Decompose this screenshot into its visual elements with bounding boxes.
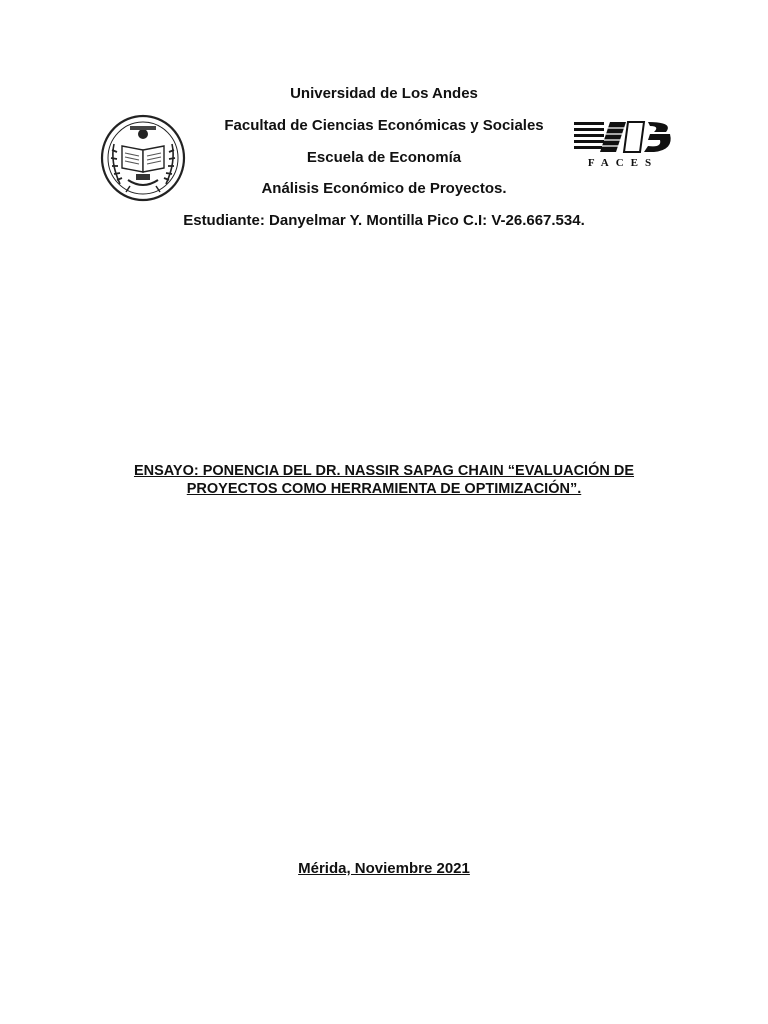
- essay-title: [100, 462, 668, 498]
- essay-title-text: ENSAYO: PONENCIA DEL DR. NASSIR SAPAG CHAIN “EVALUACIÓN DE PROYECTOS COMO HERRAMIENTA DE OPTIMIZACIÓN”.: [133, 463, 635, 497]
- place-date: [0, 860, 768, 878]
- university-seal-icon: [100, 114, 186, 202]
- student-info: Estudiante: Danyelmar Y. Montilla Pico C.I: V-26.667.534.: [183, 212, 585, 229]
- faces-logo-icon: [570, 118, 676, 170]
- faces-logo-text: FACES: [587, 157, 659, 169]
- faculty-name: Facultad de Ciencias Económicas y Sociales: [224, 117, 544, 134]
- university-name: Universidad de Los Andes: [290, 85, 478, 102]
- course-name: Análisis Económico de Proyectos.: [261, 180, 507, 197]
- place-date-text: Mérida, Noviembre 2021: [298, 860, 470, 877]
- school-name: Escuela de Economía: [306, 149, 462, 166]
